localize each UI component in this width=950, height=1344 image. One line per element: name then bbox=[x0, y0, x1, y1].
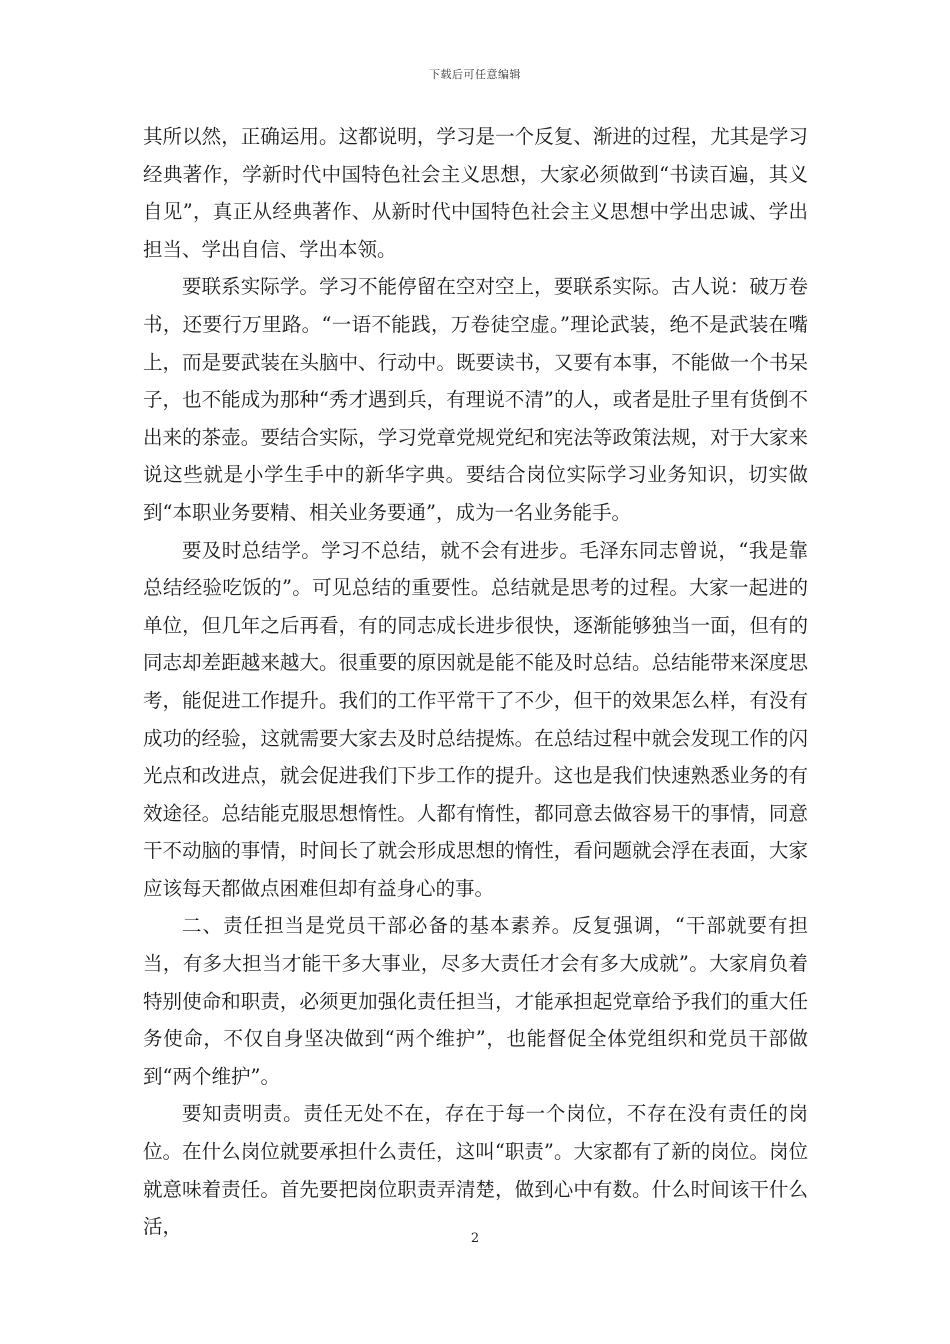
paragraph-know-duty: 要知责明责。责任无处不在，存在于每一个岗位，不存在没有责任的岗位。在什么岗位就要承担什么责任，这叫“职责”。大家都有了新的岗位。岗位就意味着责任。首先要把岗位职责弄清楚，做到心中有数。什么时间该干什么活， bbox=[143, 1102, 808, 1239]
document-body bbox=[143, 118, 808, 1246]
paragraph-responsibility: 二、责任担当是党员干部必备的基本素养。反复强调，“干部就要有担当，有多大担当才能干多大事业，尽多大责任才会有多大成就”。大家肩负着特别使命和职责，必须更加强化责任担当，才能承担起党章给予我们的重大任务使命，不仅自身坚决做到“两个维护”，也能督促全体党组织和党员干部做到“两个维护”。 bbox=[143, 914, 808, 1088]
page-number: 2 bbox=[470, 1231, 480, 1246]
paragraph-continuation: 其所以然，正确运用。这都说明，学习是一个反复、渐进的过程，尤其是学习经典著作，学新时代中国特色社会主义思想，大家必须做到“书读百遍，其义自见”，真正从经典著作、从新时代中国特色社会主义思想中学出忠诚、学出担当、学出自信、学出本领。 bbox=[143, 125, 808, 261]
page-header: 下载后可任意编辑 bbox=[429, 68, 521, 81]
paragraph-summarize: 要及时总结学。学习不总结，就不会有进步。毛泽东同志曾说，“我是靠总结经验吃饭的”。可见总结的重要性。总结就是思考的过程。大家一起进的单位，但几年之后再看，有的同志成长进步很快，逐渐能够独当一面，但有的同志却差距越来越大。很重要的原因就是能不能及时总结。总结能带来深度思考，能促进工作提升。我们的工作平常干了不少，但干的效果怎么样，有没有成功的经验，这就需要大家去及时总结提炼。在总结过程中就会发现工作的闪光点和改进点，就会促进我们下步工作的提升。这也是我们快速熟悉业务的有效途径。总结能克服思想惰性。人都有惰性，都同意去做容易干的事情，同意干不动脑的事情，时间长了就会形成思想的惰性，看问题就会浮在表面，大家应该每天都做点困难但却有益身心的事。 bbox=[143, 538, 808, 900]
paragraph-practice: 要联系实际学。学习不能停留在空对空上，要联系实际。古人说：破万卷书，还要行万里路。“一语不能践，万卷徒空虚。”理论武装，绝不是武装在嘴上，而是要武装在头脑中、行动中。既要读书，又要有本事，不能做一个书呆子，也不能成为那种“秀才遇到兵，有理说不清”的人，或者是肚子里有货倒不出来的茶壶。要结合实际，学习党章党规党纪和宪法等政策法规，对于大家来说这些就是小学生手中的新华字典。要结合岗位实际学习业务知识，切实做到“本职业务要精、相关业务要通”，成为一名业务能手。 bbox=[143, 275, 808, 524]
